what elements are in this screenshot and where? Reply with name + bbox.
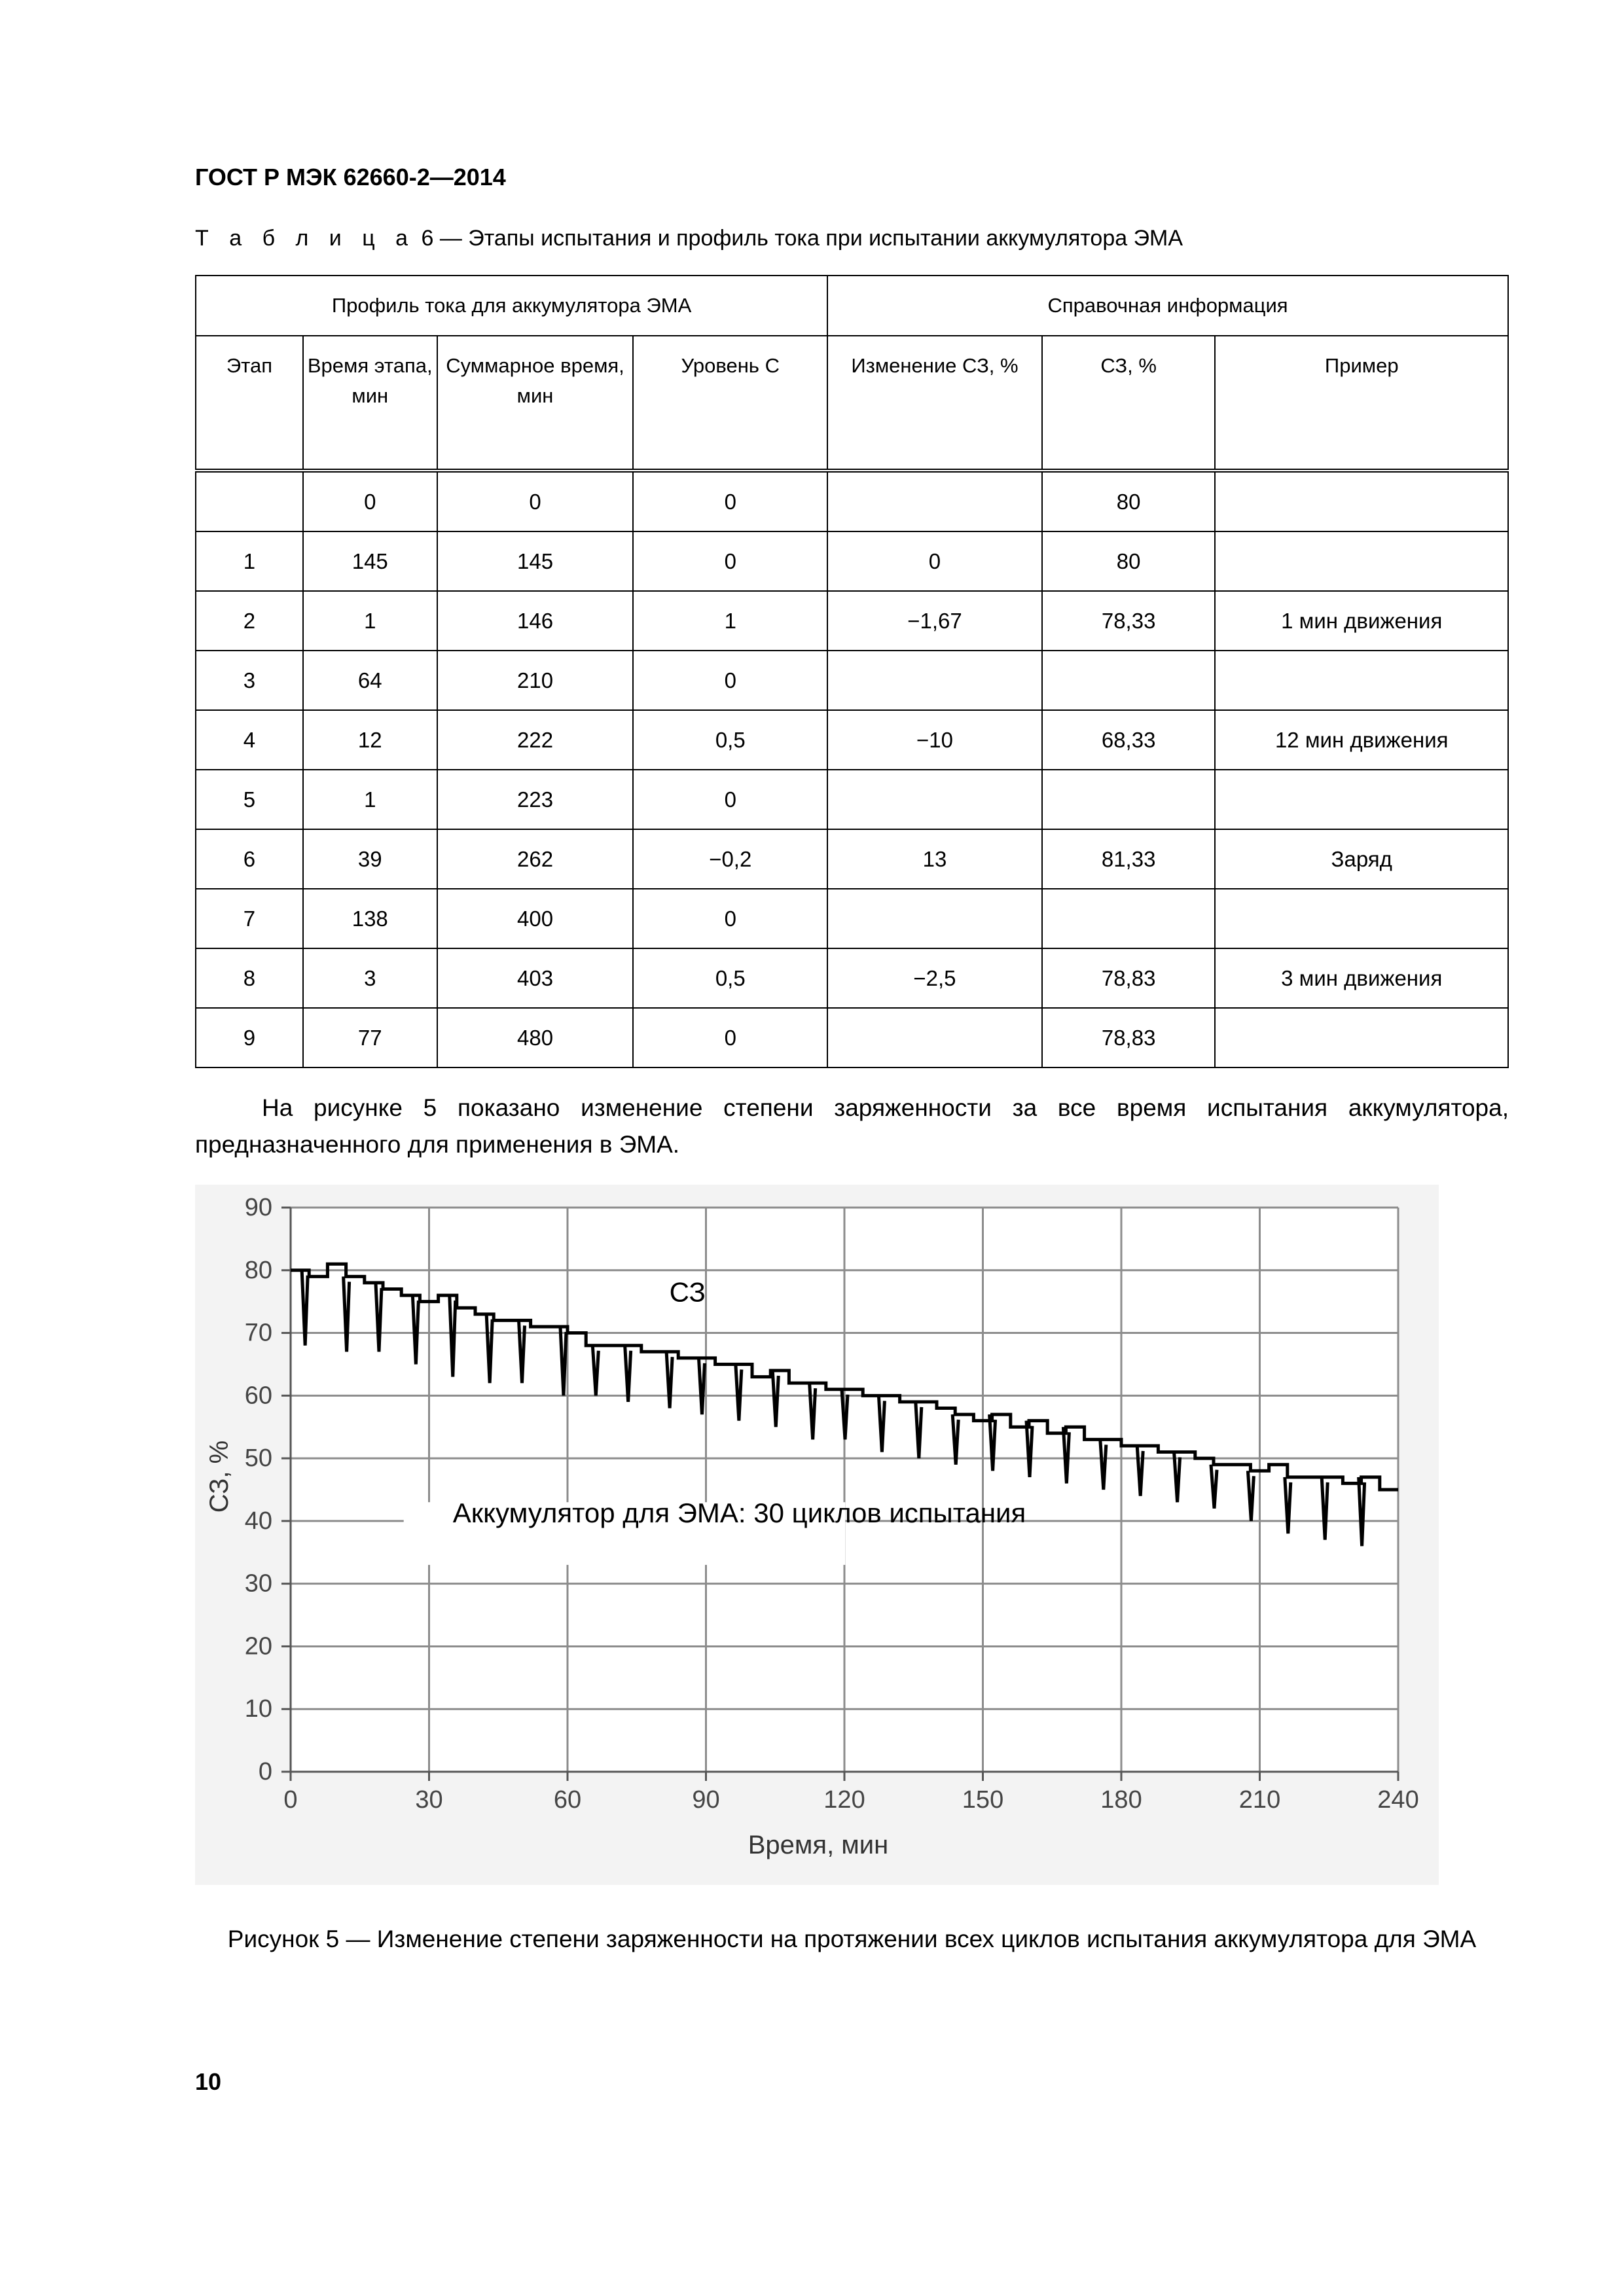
- table-cell: 78,83: [1042, 1008, 1216, 1067]
- table-cell: 3 мин движения: [1215, 948, 1508, 1008]
- table-cell: [827, 889, 1042, 948]
- x-tick-label: 60: [553, 1786, 582, 1814]
- table-cell: [1042, 770, 1216, 829]
- table-cell: 0: [633, 889, 827, 948]
- x-tick-label: 150: [962, 1786, 1004, 1814]
- table-row: [196, 591, 1508, 651]
- table-cell: 0: [437, 471, 634, 531]
- table-cell: [827, 1008, 1042, 1067]
- y-tick-label: 80: [244, 1256, 272, 1284]
- table-cell: 5: [196, 770, 303, 829]
- table-row: [196, 1008, 1508, 1067]
- table-cell: 1: [303, 591, 437, 651]
- table-cell: Заряд: [1215, 829, 1508, 889]
- table-cell: 210: [437, 651, 634, 710]
- y-tick-label: 40: [244, 1507, 272, 1535]
- table-cell: [1215, 471, 1508, 531]
- table-cell: 0,5: [633, 710, 827, 770]
- table-cell: 0: [633, 1008, 827, 1067]
- table-row: [196, 471, 1508, 531]
- table-cell: [1215, 770, 1508, 829]
- table-row: [196, 948, 1508, 1008]
- y-tick-label: 50: [244, 1444, 272, 1473]
- table-cell: [1215, 651, 1508, 710]
- table-caption: [195, 226, 1183, 251]
- x-tick-label: 240: [1377, 1786, 1419, 1814]
- table-cell: 262: [437, 829, 634, 889]
- table-cell: −2,5: [827, 948, 1042, 1008]
- table-cell: [1042, 889, 1216, 948]
- x-tick-label: 90: [692, 1786, 720, 1814]
- col-header-total-time: Суммарное время, мин: [437, 336, 634, 471]
- table-cell: 80: [1042, 531, 1216, 591]
- table-cell: [1215, 889, 1508, 948]
- table-cell: 8: [196, 948, 303, 1008]
- page-number: 10: [195, 2068, 222, 2095]
- table-cell: 78,83: [1042, 948, 1216, 1008]
- table-cell: 146: [437, 591, 634, 651]
- table-cell: 1 мин движения: [1215, 591, 1508, 651]
- table-cell: −10: [827, 710, 1042, 770]
- x-tick-label: 30: [415, 1786, 443, 1814]
- table-cell: 400: [437, 889, 634, 948]
- table-cell: 138: [303, 889, 437, 948]
- table-row: [196, 889, 1508, 948]
- table-cell: 0: [303, 471, 437, 531]
- table-cell: [1215, 1008, 1508, 1067]
- y-tick-label: 70: [244, 1319, 272, 1347]
- y-axis-label: СЗ, %: [205, 1440, 234, 1513]
- table-cell: −1,67: [827, 591, 1042, 651]
- table-cell: 80: [1042, 471, 1216, 531]
- chart-annotation: Аккумулятор для ЭМА: 30 циклов испытания: [452, 1497, 1026, 1528]
- table-group-header-row: [196, 276, 1508, 336]
- table-cell: [1042, 651, 1216, 710]
- table-row: [196, 770, 1508, 829]
- table-cell: 222: [437, 710, 634, 770]
- table-cell: 9: [196, 1008, 303, 1067]
- table-cell: 12: [303, 710, 437, 770]
- table-cell: 68,33: [1042, 710, 1216, 770]
- table-cell: 2: [196, 591, 303, 651]
- body-paragraph: На рисунке 5 показано изменение степени заряженности за все время испытания аккумулятора, предназначенного для применения в ЭМА.: [195, 1094, 1509, 1158]
- table-cell: 145: [303, 531, 437, 591]
- table-cell: 1: [633, 591, 827, 651]
- table-row: [196, 651, 1508, 710]
- table-cell: [827, 471, 1042, 531]
- table-cell: 223: [437, 770, 634, 829]
- group-header-reference: Справочная информация: [827, 276, 1508, 336]
- y-tick-label: 90: [244, 1194, 272, 1221]
- table-cell: 7: [196, 889, 303, 948]
- table-row: [196, 710, 1508, 770]
- table-cell: 4: [196, 710, 303, 770]
- col-header-soc-change: Изменение СЗ, %: [827, 336, 1042, 471]
- table-cell: 64: [303, 651, 437, 710]
- series-label: СЗ: [669, 1276, 706, 1308]
- y-tick-label: 0: [258, 1758, 272, 1785]
- x-axis-label: Время, мин: [748, 1831, 889, 1859]
- table-cell: [196, 471, 303, 531]
- group-header-profile: Профиль тока для аккумулятора ЭМА: [196, 276, 827, 336]
- figure-caption: Рисунок 5 — Изменение степени заряженности на протяжении всех циклов испытания аккумулятора для ЭМА: [227, 1926, 1477, 1952]
- x-tick-label: 180: [1100, 1786, 1142, 1814]
- table-cell: 0: [633, 531, 827, 591]
- col-header-stage-time: Время этапа, мин: [303, 336, 437, 471]
- table-cell: 403: [437, 948, 634, 1008]
- x-tick-label: 210: [1238, 1786, 1281, 1814]
- table-row: [196, 829, 1508, 889]
- table-cell: [827, 770, 1042, 829]
- table-cell: 6: [196, 829, 303, 889]
- table-cell: 0: [827, 531, 1042, 591]
- table-cell: 78,33: [1042, 591, 1216, 651]
- table-cell: 0,5: [633, 948, 827, 1008]
- table-cell: [1215, 531, 1508, 591]
- y-tick-label: 60: [244, 1382, 272, 1410]
- test-profile-table: [195, 275, 1509, 1068]
- col-header-example: Пример: [1215, 336, 1508, 471]
- table-caption-text: 6 — Этапы испытания и профиль тока при испытании аккумулятора ЭМА: [421, 226, 1183, 251]
- col-header-c-level: Уровень С: [633, 336, 827, 471]
- table-cell: 81,33: [1042, 829, 1216, 889]
- table-cell: 3: [196, 651, 303, 710]
- table-cell: −0,2: [633, 829, 827, 889]
- table-row: [196, 531, 1508, 591]
- table-cell: 13: [827, 829, 1042, 889]
- table-cell: 0: [633, 471, 827, 531]
- table-cell: 1: [196, 531, 303, 591]
- table-cell: 39: [303, 829, 437, 889]
- x-tick-label: 120: [823, 1786, 865, 1814]
- col-header-soc: СЗ, %: [1042, 336, 1216, 471]
- soc-chart: [195, 1185, 1439, 1885]
- table-cell: 0: [633, 770, 827, 829]
- table-cell: [827, 651, 1042, 710]
- col-header-stage: Этап: [196, 336, 303, 471]
- table-cell: 12 мин движения: [1215, 710, 1508, 770]
- table-column-header-row: [196, 336, 1508, 471]
- y-tick-label: 10: [244, 1695, 272, 1723]
- y-tick-label: 20: [244, 1632, 272, 1660]
- y-tick-label: 30: [244, 1570, 272, 1598]
- table-cell: 0: [633, 651, 827, 710]
- table-cell: 77: [303, 1008, 437, 1067]
- document-header: ГОСТ Р МЭК 62660-2—2014: [195, 164, 506, 190]
- table-cell: 3: [303, 948, 437, 1008]
- table-cell: 145: [437, 531, 634, 591]
- x-tick-label: 0: [283, 1786, 298, 1814]
- table-cell: 1: [303, 770, 437, 829]
- table-cell: 480: [437, 1008, 634, 1067]
- table-caption-label: Т а б л и ц а: [195, 226, 416, 251]
